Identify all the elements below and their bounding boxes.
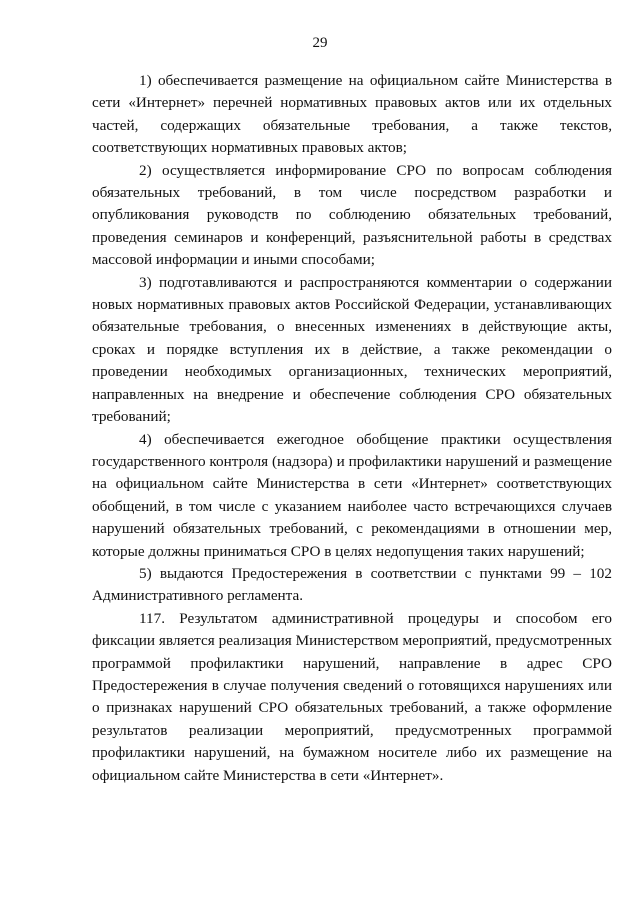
- list-item-2: 2) осуществляется информирование СРО по вопросам соблюдения обязательных требований, в том числе посредством разработки и опубликования руководств по соблюдению обязательных требований, проведения семинаров и конференций, разъяснительной работы в средствах массовой информации и иными способами;: [92, 161, 612, 269]
- list-item-3: 3) подготавливаются и распространяются комментарии о содержании новых нормативных правовых актов Российской Федерации, устанавливающих обязательные требования, о внесенных изменениях в действующие акты, сроках и порядке вступления их в действие, а также рекомендации о проведении необходимых организационных, технических мероприятий, направленных на внедрение и обеспечение соблюдения СРО обязательных требований;: [92, 273, 612, 426]
- list-item-1: 1) обеспечивается размещение на официальном сайте Министерства в сети «Интернет» перечней нормативных правовых актов или их отдельных частей, содержащих обязательные требования, а также текстов, соответствующих нормативных правовых актов;: [92, 72, 612, 157]
- page-number: 29: [312, 35, 328, 51]
- list-item-5: 5) выдаются Предостережения в соответствии с пунктами 99 – 102 Административного регламента.: [92, 564, 612, 605]
- list-item-4: 4) обеспечивается ежегодное обобщение практики осуществления государственного контроля (надзора) и профилактики нарушений и размещение на официальном сайте Министерства в сети «Интернет» соответствующих обобщений, в том числе с указанием наиболее часто встречающихся случаев нарушений обязательных требований, с рекомендациями в отношении мер, которые должны приниматься СРО в целях недопущения таких нарушений;: [92, 430, 612, 560]
- clause-117: 117. Результатом административной процедуры и способом его фиксации является реализация Министерством мероприятий, предусмотренных программой профилактики нарушений, направление в адрес СРО Предостережения в случае получения сведений о готовящихся нарушениях или о признаках нарушений СРО обязательных требований, а также оформление результатов реализации мероприятий, предусмотренных программой профилактики нарушений, на бумажном носителе либо их размещение на официальном сайте Министерства в сети «Интернет».: [92, 609, 612, 784]
- document-body: [92, 70, 612, 787]
